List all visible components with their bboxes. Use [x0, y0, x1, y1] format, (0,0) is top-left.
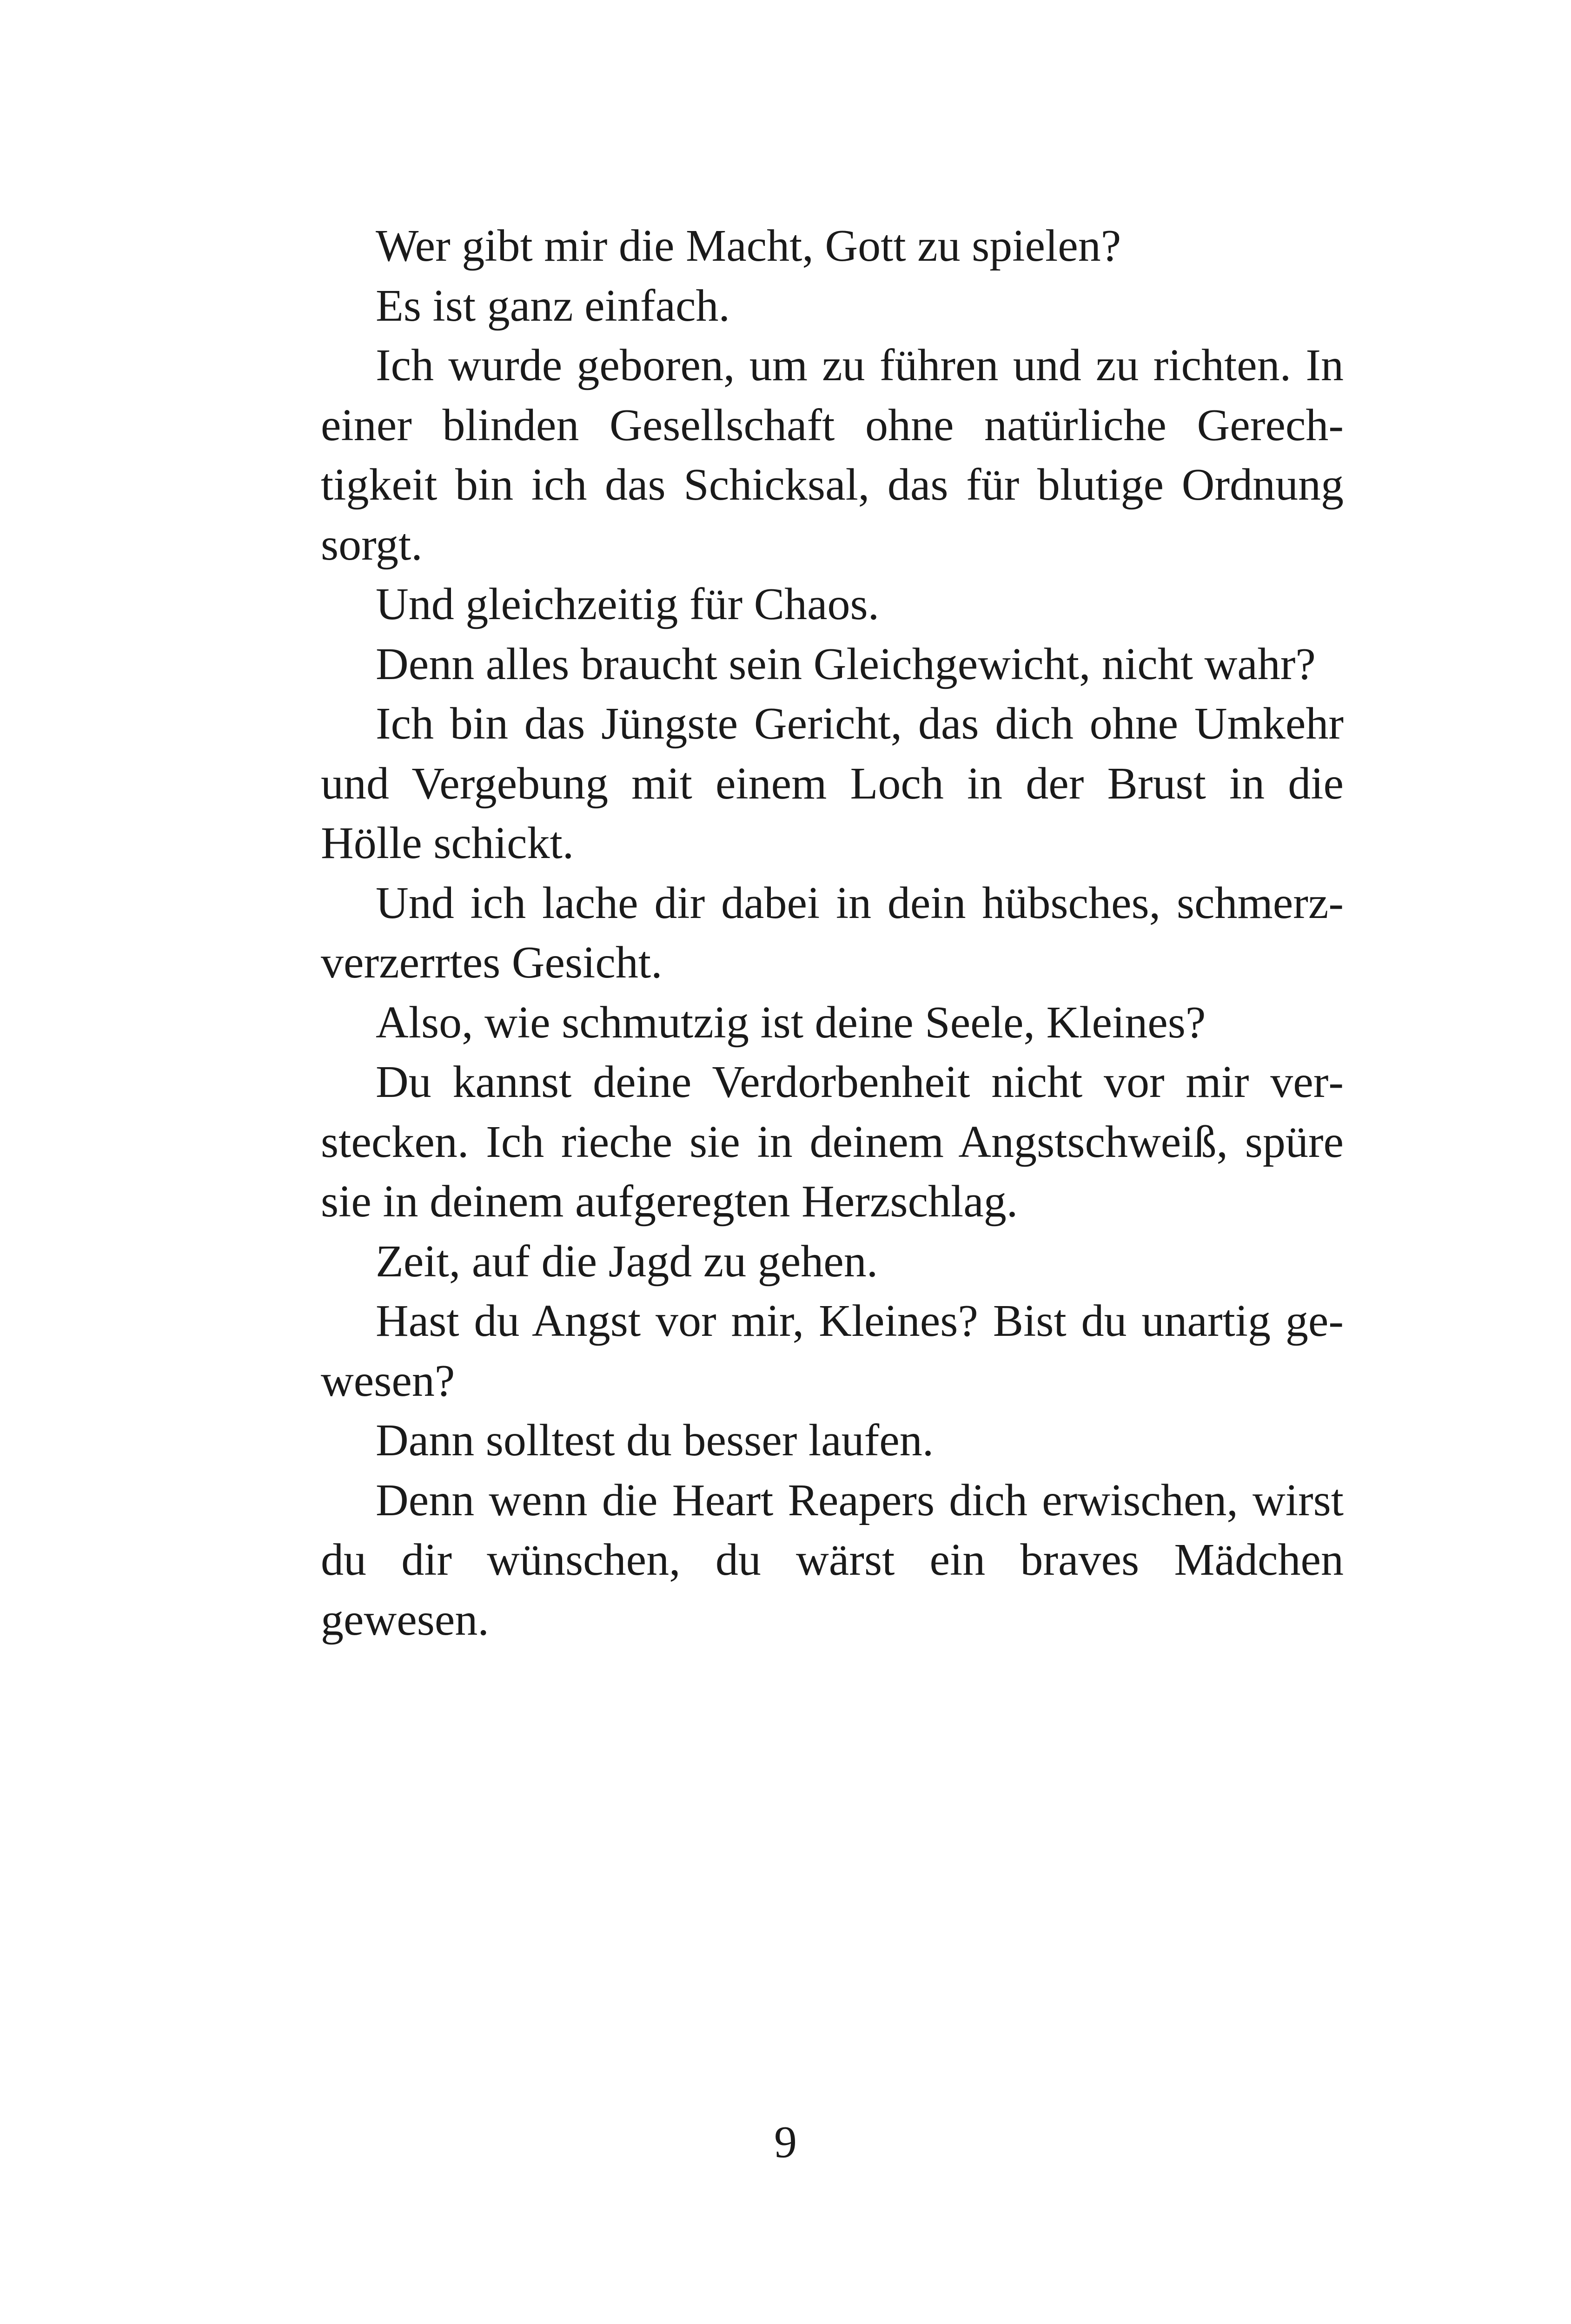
- page-number: 9: [774, 2117, 797, 2167]
- paragraph: Du kannst deine Verdorbenheit nicht vor mir verstecken. Ich rieche sie in deinem Angstschweiß, spüre sie in deinem aufgeregten Herzschlag.: [321, 1057, 1344, 1227]
- paragraph: Ich wurde geboren, um zu führen und zu richten. In einer blinden Gesellschaft ohne natürliche Gerechtigkeit bin ich das Schicksal, das für blutige Ordnung sorgt.: [321, 340, 1344, 570]
- paragraph: Und ich lache dir dabei in dein hübsches, schmerzverzerrtes Gesicht.: [321, 878, 1344, 988]
- paragraph: Hast du Angst vor mir, Kleines? Bist du unartig gewesen?: [321, 1296, 1344, 1406]
- paragraph: Also, wie schmutzig ist deine Seele, Kleines?: [376, 997, 1206, 1048]
- paragraph: Es ist ganz einfach.: [376, 280, 730, 331]
- paragraph: Zeit, auf die Jagd zu gehen.: [376, 1236, 878, 1287]
- paragraph: Wer gibt mir die Macht, Gott zu spielen?: [376, 221, 1121, 271]
- paragraph: Ich bin das Jüngste Gericht, das dich ohne Umkehr und Vergebung mit einem Loch in der Brust in die Hölle schickt.: [321, 699, 1344, 868]
- paragraph: Und gleichzeitig für Chaos.: [376, 579, 880, 629]
- body-text: [321, 216, 1344, 1650]
- paragraph: Dann solltest du besser laufen.: [376, 1415, 934, 1466]
- paragraph: Denn alles braucht sein Gleichgewicht, nicht wahr?: [376, 639, 1316, 689]
- paragraph: Denn wenn die Heart Reapers dich erwischen, wirst du dir wünschen, du wärst ein braves Mädchen gewesen.: [321, 1475, 1344, 1645]
